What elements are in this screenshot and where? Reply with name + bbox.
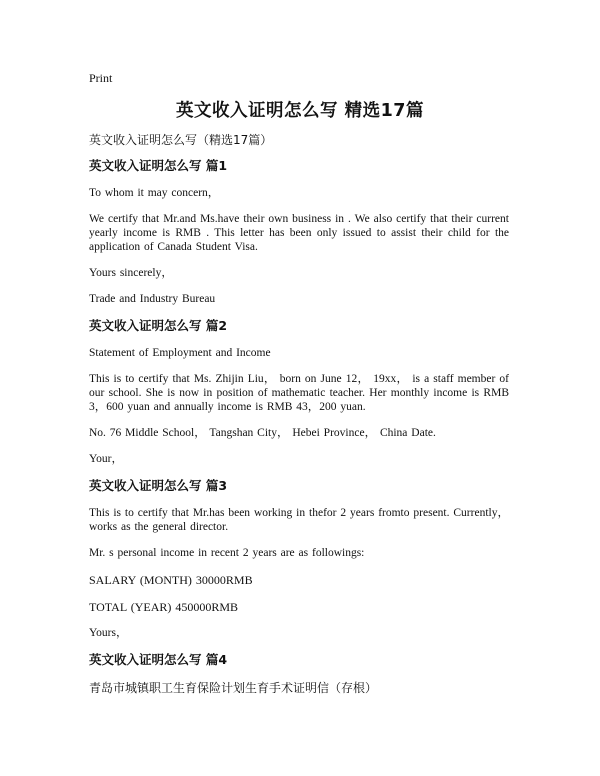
paragraph: TOTAL (YEAR) 450000RMB [89,600,239,614]
paragraph: No. 76 Middle School， Tangshan City， Hebei Province， China Date. [89,427,436,439]
section-heading: 英文收入证明怎么写 篇3 [89,478,228,493]
paragraph: Yours sincerely， [89,267,173,279]
paragraph: We certify that Mr.and Ms.have their own business in . We also certify that their current yearly income is RMB . This letter has been only issued to assist their child for the application of Canada Student Visa. [89,213,509,253]
paragraph: Statement of Employment and Income [89,347,271,359]
paragraph: Mr. s personal income in recent 2 years are as followings: [89,547,365,559]
section-2 [89,318,509,466]
section-1 [89,158,509,306]
paragraph: Yours， [89,627,128,639]
document-subtitle: 英文收入证明怎么写（精选17篇） [89,133,273,147]
paragraph: SALARY (MONTH) 30000RMB [89,573,253,587]
paragraph: Trade and Industry Bureau [89,293,216,305]
print-link[interactable]: Print [89,71,113,85]
section-4 [89,652,509,696]
paragraph: To whom it may concern， [89,187,220,199]
paragraph: 青岛市城镇职工生育保险计划生育手术证明信（存根） [89,681,378,695]
paragraph: This is to certify that Mr.has been working in thefor 2 years fromto present. Currently，works as the general director. [89,507,509,533]
section-heading: 英文收入证明怎么写 篇2 [89,318,228,333]
section-heading: 英文收入证明怎么写 篇1 [89,158,228,173]
paragraph: Your， [89,453,123,465]
section-heading: 英文收入证明怎么写 篇4 [89,652,228,667]
section-3 [89,478,509,640]
paragraph: This is to certify that Ms. Zhijin Liu， born on June 12， 19xx， is a staff member of our school. She is now in position of mathematic teacher. Her monthly income is RMB 3，600 yuan and annually income is RMB 43，200 yuan. [89,373,509,413]
document-title: 英文收入证明怎么写 精选17篇 [176,101,424,121]
document-body [89,132,509,708]
